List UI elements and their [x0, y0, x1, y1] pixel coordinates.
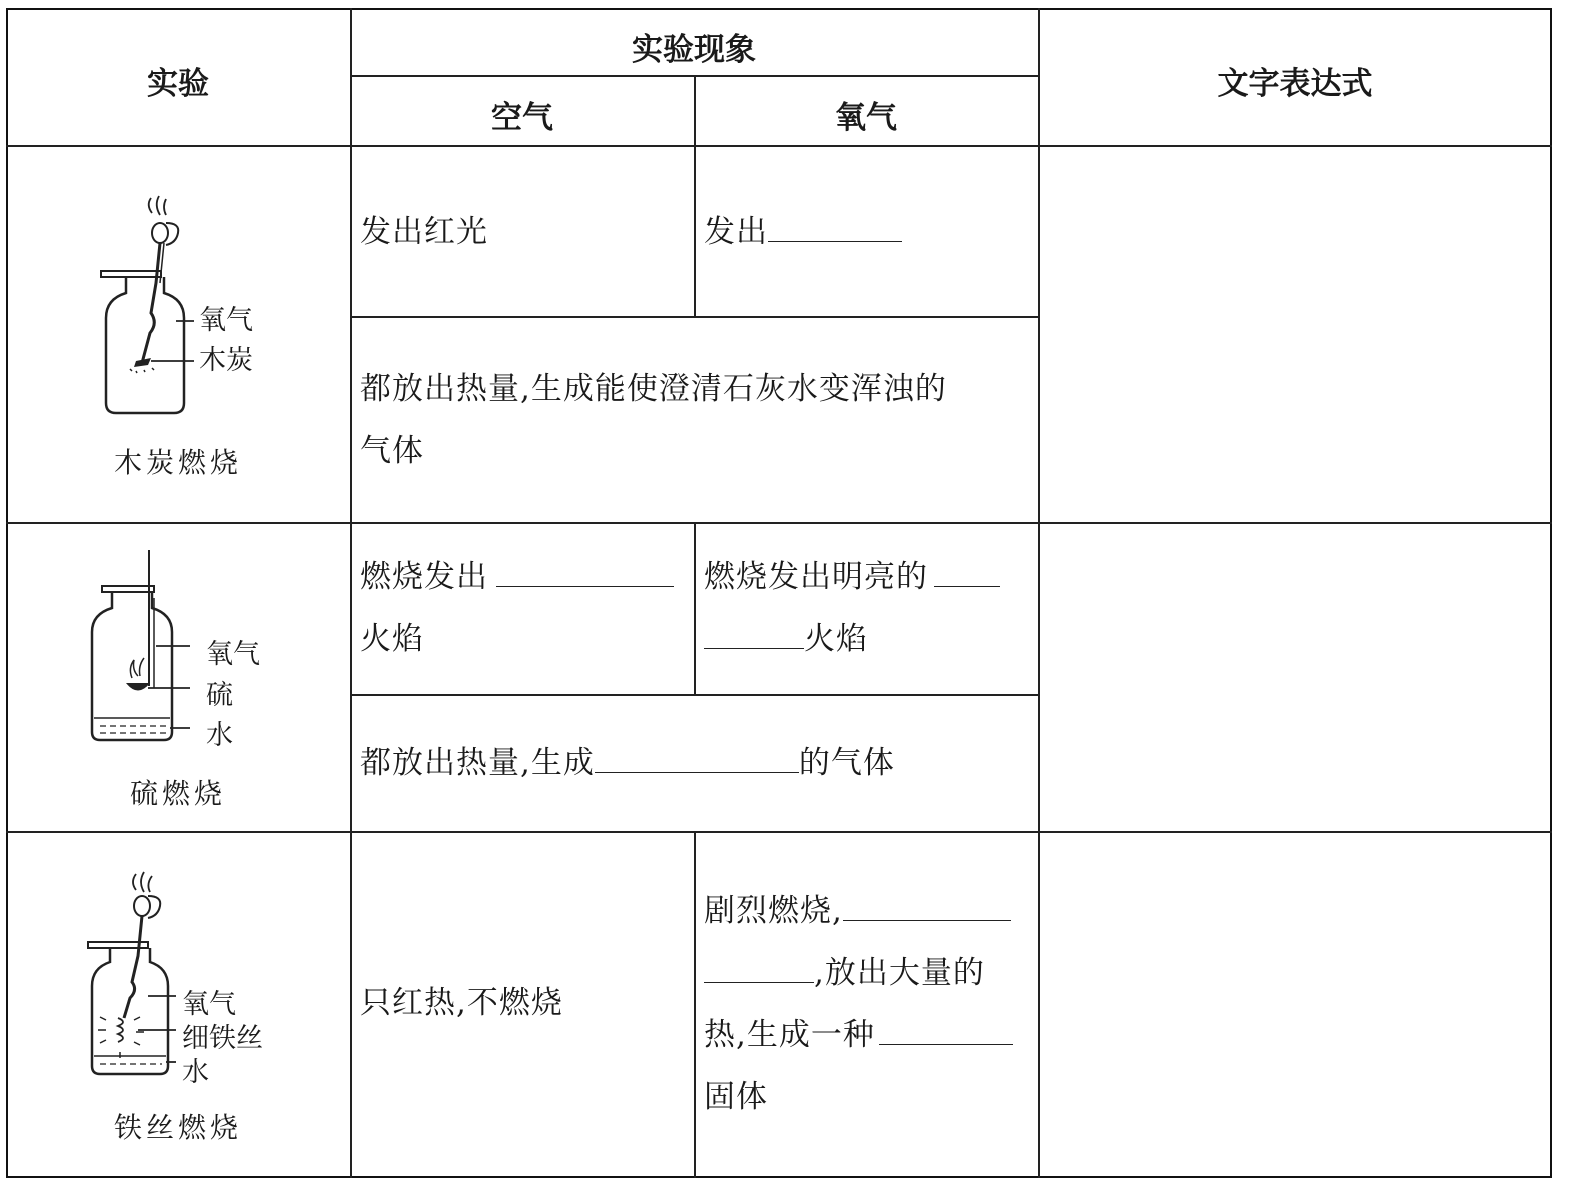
label-water: 水 — [182, 1057, 209, 1088]
answer-blank — [843, 890, 1011, 921]
sulfur-oxygen-line1: 燃烧发出明亮的 — [704, 559, 928, 595]
answer-blank — [595, 742, 799, 773]
header-air: 空气 — [491, 100, 553, 136]
label-oxygen: 氧气 — [206, 639, 260, 670]
answer-blank — [704, 618, 804, 649]
charcoal-common-line1: 都放出热量,生成能使澄清石灰水变浑浊的 — [360, 371, 947, 407]
header-expression: 文字表达式 — [1217, 66, 1373, 102]
iron-oxygen-line1: 剧烈燃烧, — [704, 893, 843, 929]
charcoal-oxygen-cell — [704, 201, 902, 263]
iron-oxygen-line3: 热,生成一种 — [704, 1017, 875, 1053]
grid-line — [694, 522, 696, 694]
charcoal-common-line2: 气体 — [360, 433, 424, 469]
iron-oxygen-line4: 固体 — [704, 1079, 768, 1115]
label-water: 水 — [206, 720, 233, 751]
answer-blank — [704, 952, 814, 983]
grid-line — [1038, 8, 1040, 1178]
sulfur-common-cell — [360, 732, 895, 794]
sulfur-common-suffix: 的气体 — [798, 745, 895, 781]
sulfur-oxygen-line2: 火焰 — [804, 621, 868, 657]
experiment-table — [6, 8, 1552, 1178]
label-sulfur: 硫 — [206, 680, 233, 711]
grid-line — [6, 831, 1552, 833]
sulfur-air-line2: 火焰 — [360, 621, 424, 657]
sulfur-air-line1-cell — [360, 546, 674, 608]
label-charcoal: 木炭 — [199, 345, 253, 376]
sulfur-oxygen-line2-cell — [704, 608, 868, 670]
sulfur-apparatus-illustration — [86, 548, 186, 748]
grid-line — [6, 522, 1552, 524]
charcoal-oxygen-text: 发出 — [704, 214, 768, 250]
charcoal-apparatus-illustration — [96, 193, 196, 423]
answer-blank — [496, 556, 674, 587]
iron-oxygen-line2-cell — [704, 942, 985, 1004]
sulfur-air-line1: 燃烧发出 — [360, 559, 488, 595]
iron-oxygen-line1-cell — [704, 880, 1011, 942]
label-oxygen: 氧气 — [182, 989, 236, 1020]
grid-line — [350, 316, 1038, 318]
caption-sulfur: 硫燃烧 — [129, 777, 226, 810]
header-phenomenon: 实验现象 — [632, 32, 756, 68]
grid-line — [350, 694, 1038, 696]
charcoal-air-text: 发出红光 — [360, 214, 488, 250]
label-iron-wire: 细铁丝 — [182, 1023, 263, 1054]
caption-iron: 铁丝燃烧 — [113, 1111, 242, 1144]
sulfur-oxygen-line1-cell — [704, 546, 1000, 608]
iron-apparatus-illustration — [84, 870, 194, 1080]
iron-oxygen-line2: ,放出大量的 — [814, 955, 985, 991]
answer-blank — [934, 556, 1000, 587]
answer-blank — [879, 1014, 1013, 1045]
sulfur-common-prefix: 都放出热量,生成 — [360, 745, 595, 781]
label-oxygen: 氧气 — [199, 305, 253, 336]
header-oxygen: 氧气 — [835, 100, 897, 136]
iron-oxygen-line3-cell — [704, 1004, 1013, 1066]
caption-charcoal: 木炭燃烧 — [113, 446, 242, 479]
grid-line — [694, 831, 696, 1178]
header-experiment: 实验 — [147, 66, 209, 102]
grid-line — [6, 145, 1552, 147]
grid-line — [350, 8, 352, 1178]
answer-blank — [768, 211, 902, 242]
iron-air-text: 只红热,不燃烧 — [360, 985, 563, 1021]
